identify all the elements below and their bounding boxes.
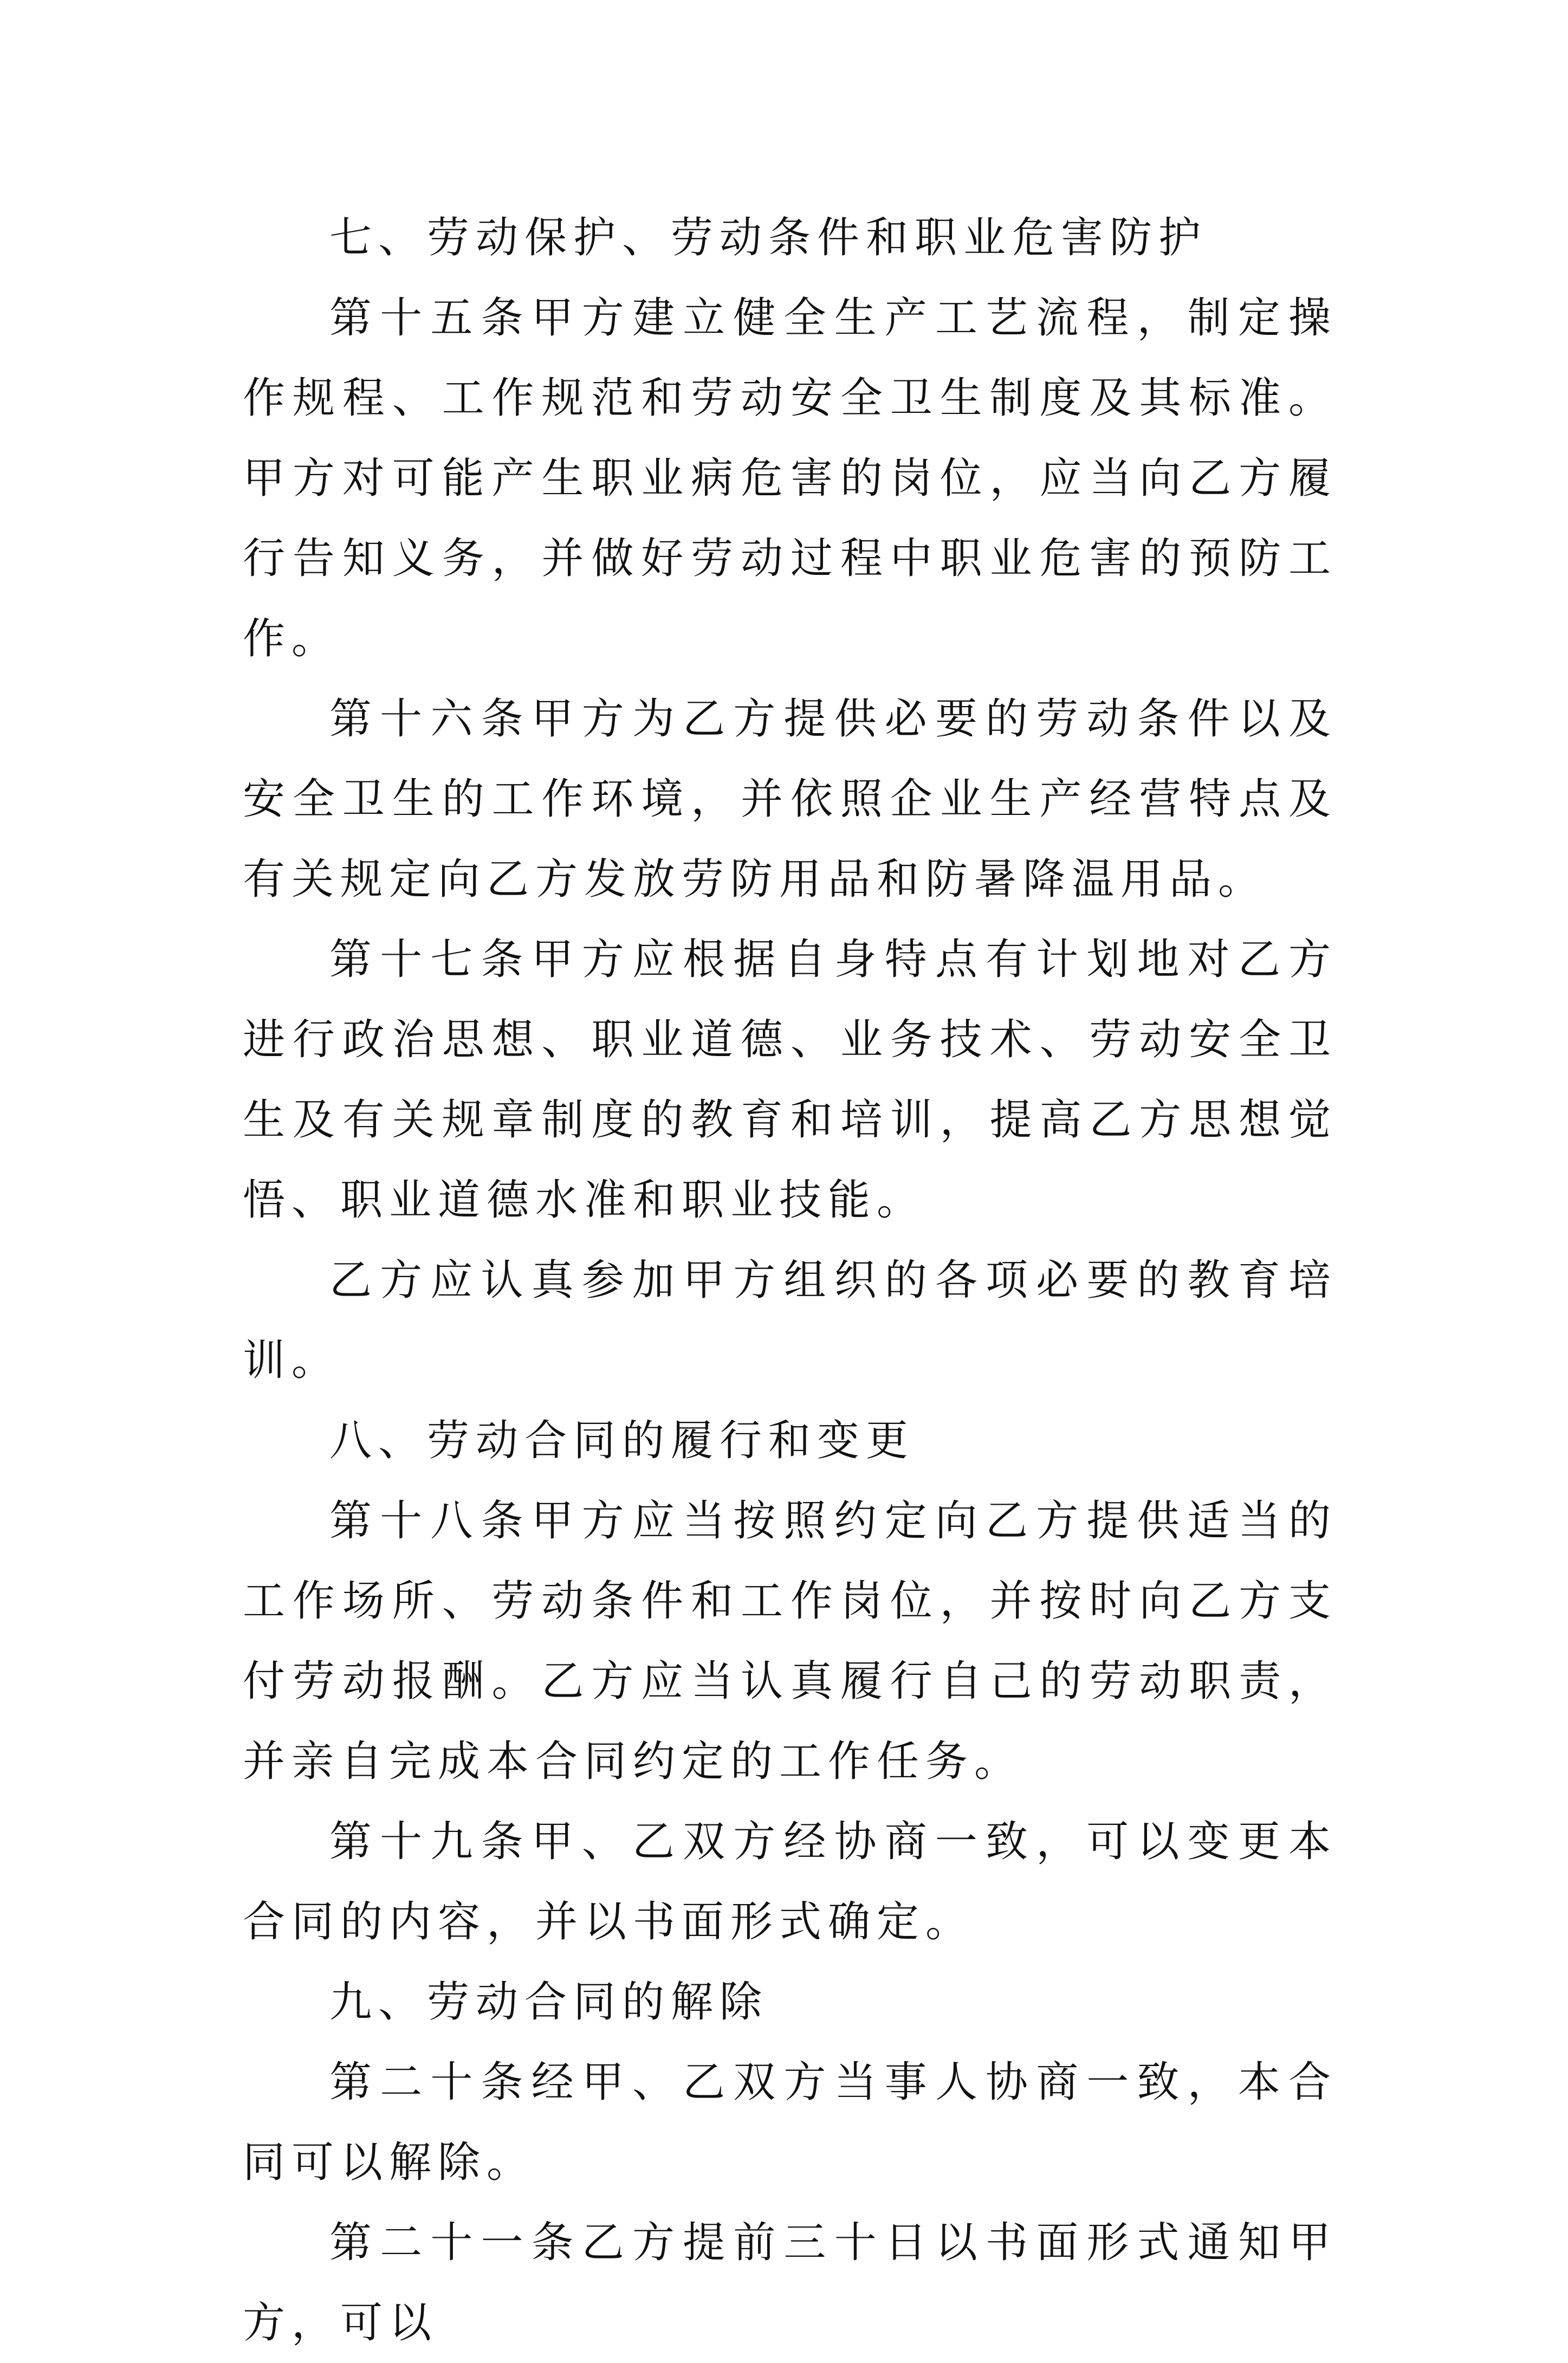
article-15-paragraph: 第十五条甲方建立健全生产工艺流程，制定操作规程、工作规范和劳动安全卫生制度及其标准。甲方对可能产生职业病危害的岗位，应当向乙方履行告知义务，并做好劳动过程中职业危害的预防工作。 bbox=[243, 294, 1337, 663]
document-body bbox=[243, 198, 1337, 2363]
article-19-paragraph: 第十九条甲、乙双方经协商一致，可以变更本合同的内容，并以书面形式确定。 bbox=[243, 1817, 1337, 1946]
section-heading-contract-performance: 八、劳动合同的履行和变更 bbox=[329, 1416, 915, 1465]
article-20-paragraph: 第二十条经甲、乙双方当事人协商一致，本合同可以解除。 bbox=[243, 2058, 1337, 2187]
article-17-paragraph: 第十七条甲方应根据自身特点有计划地对乙方进行政治思想、职业道德、业务技术、劳动安全卫生及有关规章制度的教育和培训，提高乙方思想觉悟、职业道德水准和职业技能。 bbox=[243, 935, 1337, 1225]
section-heading-contract-termination: 九、劳动合同的解除 bbox=[329, 1978, 769, 2027]
article-16-paragraph: 第十六条甲方为乙方提供必要的劳动条件以及安全卫生的工作环境，并依照企业生产经营特点及有关规定向乙方发放劳防用品和防暑降温用品。 bbox=[243, 695, 1337, 904]
article-18-paragraph: 第十八条甲方应当按照约定向乙方提供适当的工作场所、劳动条件和工作岗位，并按时向乙方支付劳动报酬。乙方应当认真履行自己的劳动职责，并亲自完成本合同约定的工作任务。 bbox=[243, 1497, 1337, 1786]
article-21-paragraph: 第二十一条乙方提前三十日以书面形式通知甲方，可以 bbox=[243, 2218, 1337, 2347]
training-paragraph: 乙方应认真参加甲方组织的各项必要的教育培训。 bbox=[243, 1256, 1337, 1385]
section-heading-labor-protection: 七、劳动保护、劳动条件和职业危害防护 bbox=[329, 213, 1208, 262]
